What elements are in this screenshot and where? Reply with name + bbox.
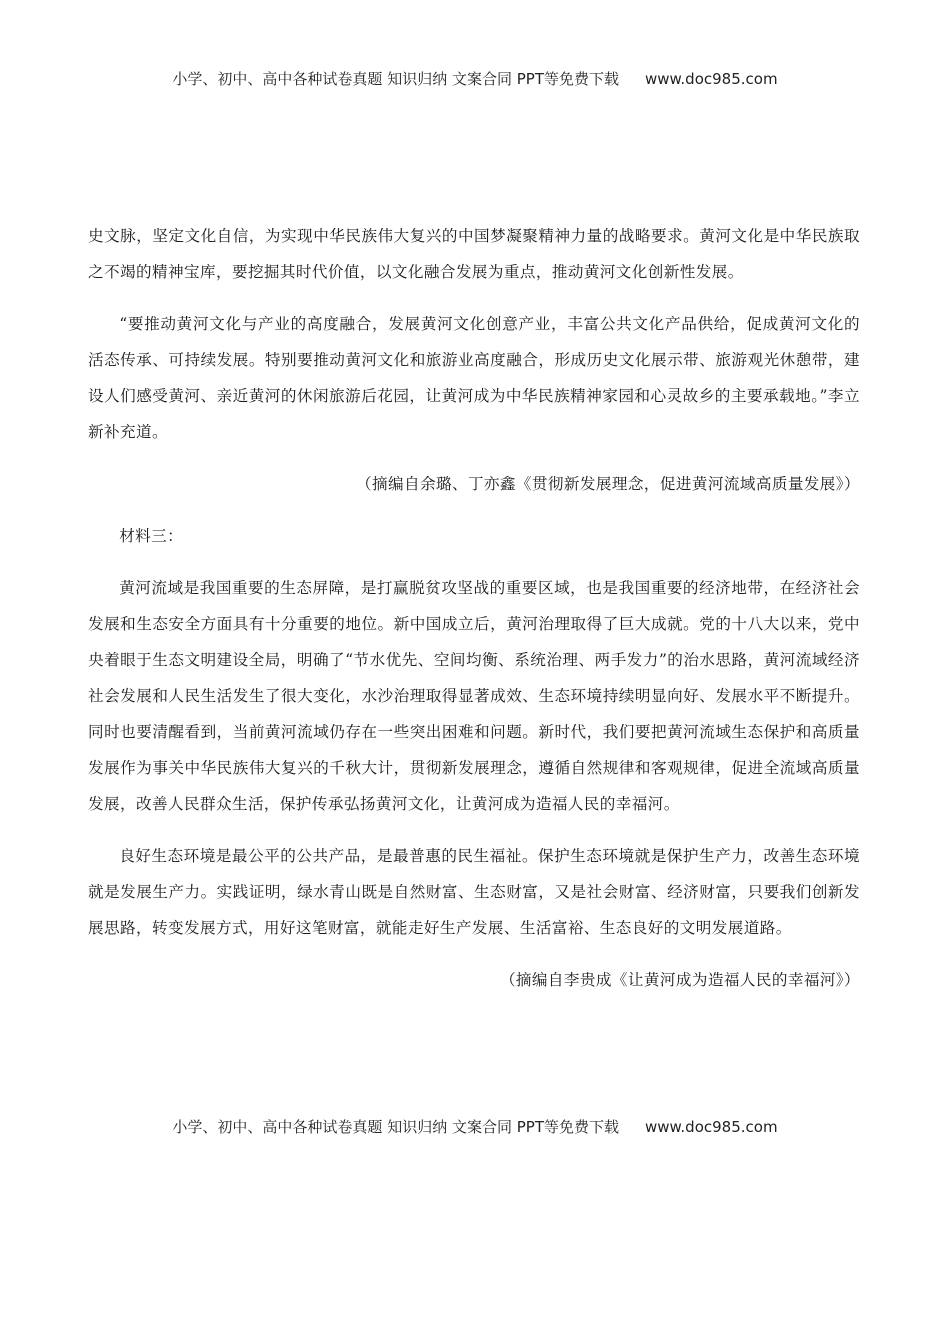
paragraph-2: “要推动黄河文化与产业的高度融合，发展黄河文化创意产业，丰富公共文化产品供给，促成黄河文化的活态传承、可持续发展。特别要推动黄河文化和旅游业高度融合，形成历史文化展示带、旅游观光休憩带，建设人们感受黄河、亲近黄河的休闲旅游后花园，让黄河成为中华民族精神家园和心灵故乡的主要承载地。”李立新补充道。 [88,315,860,441]
footer-site-link[interactable]: www.doc985.com [644,1118,778,1136]
header-text: 小学、初中、高中各种试卷真题 知识归纳 文案合同 PPT等免费下载 [172,70,619,88]
footer-text: 小学、初中、高中各种试卷真题 知识归纳 文案合同 PPT等免费下载 [172,1118,619,1136]
page-header [0,68,950,89]
paragraph-4: 良好生态环境是最公平的公共产品，是最普惠的民生福祉。保护生态环境就是保护生产力，改善生态环境就是发展生产力。实践证明，绿水青山既是自然财富、生态财富，又是社会财富、经济财富，只要我们创新发展思路，转变发展方式，用好这笔财富，就能走好生产发展、生活富裕、生态良好的文明发展道路。 [88,847,860,937]
source-citation-1: （摘编自余璐、丁亦鑫《贯彻新发展理念，促进黄河流域高质量发展》） [355,475,860,493]
header-site-link[interactable]: www.doc985.com [644,70,778,88]
section-heading-material-3: 材料三： [119,527,184,545]
paragraph-1: 史文脉，坚定文化自信，为实现中华民族伟大复兴的中国梦凝聚精神力量的战略要求。黄河文化是中华民族取之不竭的精神宝库，要挖掘其时代价值，以文化融合发展为重点，推动黄河文化创新性发展。 [88,227,860,281]
page-footer [0,1116,950,1137]
article-body [88,218,860,998]
source-citation-2: （摘编自李贵成《让黄河成为造福人民的幸福河》） [499,971,860,989]
paragraph-3: 黄河流域是我国重要的生态屏障，是打赢脱贫攻坚战的重要区域，也是我国重要的经济地带，在经济社会发展和生态安全方面具有十分重要的地位。新中国成立后，黄河治理取得了巨大成就。党的十八大以来，党中央着眼于生态文明建设全局，明确了“节水优先、空间均衡、系统治理、两手发力”的治水思路，黄河流域经济社会发展和人民生活发生了很大变化，水沙治理取得显著成效、生态环境持续明显向好、发展水平不断提升。同时也要清醒看到，当前黄河流域仍存在一些突出困难和问题。新时代，我们要把黄河流域生态保护和高质量发展作为事关中华民族伟大复兴的千秋大计，贯彻新发展理念，遵循自然规律和客观规律，促进全流域高质量发展，改善人民群众生活，保护传承弘扬黄河文化，让黄河成为造福人民的幸福河。 [88,579,860,813]
